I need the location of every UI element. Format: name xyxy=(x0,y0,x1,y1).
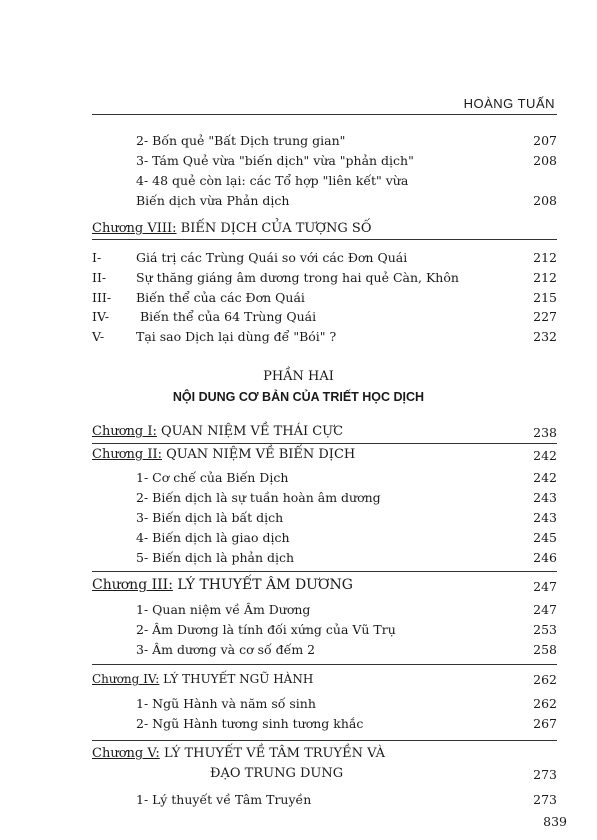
toc-entry: 4- Biến dịch là giao dịch xyxy=(136,530,290,545)
toc-page: 247 xyxy=(533,579,557,594)
toc-entry: 1- Ngũ Hành và năm số sinh xyxy=(136,696,316,711)
toc-page: 253 xyxy=(533,622,557,637)
toc-page: 267 xyxy=(533,716,557,731)
toc-page: 208 xyxy=(533,153,557,168)
toc-entry: 3- Âm dương và cơ số đếm 2 xyxy=(136,642,316,657)
toc-page: 208 xyxy=(533,193,557,208)
chapter-heading xyxy=(92,672,313,686)
toc-entry: Tại sao Dịch lại dùng để "Bói" ? xyxy=(136,329,337,344)
toc-entry: 3- Biến dịch là bất dịch xyxy=(136,510,284,525)
toc-entry: 5- Biến dịch là phản dịch xyxy=(136,550,295,565)
toc-entry: Giá trị các Trùng Quái so với các Đơn Quái xyxy=(136,250,408,265)
toc-page: 242 xyxy=(533,448,557,463)
toc-page: 245 xyxy=(533,530,557,545)
section-rule xyxy=(92,443,557,444)
toc-page: 246 xyxy=(533,550,557,565)
toc-entry: 2- Âm Dương là tính đối xứng của Vũ Trụ xyxy=(136,622,396,637)
toc-entry: 3- Tám Quẻ vừa "biến dịch" vừa "phản dịch" xyxy=(136,153,414,168)
section-rule xyxy=(92,239,557,240)
toc-entry: 2- Ngũ Hành tương sinh tương khắc xyxy=(136,716,364,731)
chapter-heading xyxy=(92,577,353,593)
toc-page: 227 xyxy=(533,309,557,324)
chapter-title: LÝ THUYẾT NGŨ HÀNH xyxy=(159,672,314,686)
page-number: 839 xyxy=(543,814,567,829)
toc-page: 243 xyxy=(533,490,557,505)
toc-page: 215 xyxy=(533,290,557,305)
toc-page: 262 xyxy=(533,672,557,687)
toc-entry: 1- Lý thuyết về Tâm Truyền xyxy=(136,792,312,807)
toc-page: 238 xyxy=(533,425,557,440)
part-label: PHẦN HAI xyxy=(263,369,334,384)
toc-entry: Biến thể của các Đơn Quái xyxy=(136,290,305,305)
toc-page: 212 xyxy=(533,270,557,285)
chapter-heading xyxy=(92,447,355,462)
toc-page: 262 xyxy=(533,696,557,711)
toc-page: 247 xyxy=(533,602,557,617)
chapter-prefix: Chương I: xyxy=(92,424,157,439)
chapter-prefix: Chương VIII: xyxy=(92,221,177,236)
toc-page: 207 xyxy=(533,133,557,148)
chapter-title: QUAN NIỆM VỀ THÁI CỰC xyxy=(156,424,344,439)
chapter-heading xyxy=(92,221,372,236)
toc-entry: Biến dịch vừa Phản dịch xyxy=(136,193,290,208)
toc-page: 258 xyxy=(533,642,557,657)
chapter-heading xyxy=(92,424,343,439)
section-rule xyxy=(92,740,557,741)
roman-number: V- xyxy=(92,329,105,344)
part-title: NỘI DUNG CƠ BẢN CỦA TRIẾT HỌC DỊCH xyxy=(172,390,425,404)
toc-entry: 4- 48 quẻ còn lại: các Tổ hợp "liên kết" vừa xyxy=(136,173,409,188)
section-rule xyxy=(92,664,557,665)
toc-entry: 1- Cơ chế của Biến Dịch xyxy=(136,470,289,485)
toc-entry: Sự thăng giáng âm dương trong hai quẻ Càn, Khôn xyxy=(136,270,459,285)
chapter-title-continued: ĐẠO TRUNG DUNG xyxy=(210,766,344,781)
chapter-heading xyxy=(92,746,385,761)
chapter-prefix: Chương IV: xyxy=(92,672,160,686)
toc-page: 242 xyxy=(533,470,557,485)
roman-number: IV- xyxy=(92,309,110,324)
section-rule xyxy=(92,571,557,572)
roman-number: III- xyxy=(92,290,112,305)
chapter-prefix: Chương V: xyxy=(92,746,160,761)
toc-page: 243 xyxy=(533,510,557,525)
chapter-prefix: Chương II: xyxy=(92,447,162,462)
roman-number: I- xyxy=(92,250,102,265)
chapter-title: LÝ THUYẾT VỀ TÂM TRUYỀN VÀ xyxy=(159,746,385,761)
toc-page: 273 xyxy=(533,767,557,782)
toc-entry: 2- Bốn quẻ "Bất Dịch trung gian" xyxy=(136,133,346,148)
running-header: HOÀNG TUẤN xyxy=(463,96,555,111)
toc-entry: Biến thể của 64 Trùng Quái xyxy=(140,309,317,324)
chapter-prefix: Chương III: xyxy=(92,577,173,593)
toc-page: 212 xyxy=(533,250,557,265)
toc-entry: 1- Quan niệm về Âm Dương xyxy=(136,602,311,617)
toc-page: 232 xyxy=(533,329,557,344)
chapter-title: LÝ THUYẾT ÂM DƯƠNG xyxy=(172,577,353,593)
chapter-title: QUAN NIỆM VỀ BIẾN DỊCH xyxy=(162,447,356,462)
toc-page: 273 xyxy=(533,792,557,807)
chapter-title: BIẾN DỊCH CỦA TƯỢNG SỐ xyxy=(176,221,372,236)
header-rule xyxy=(92,114,557,115)
roman-number: II- xyxy=(92,270,107,285)
toc-entry: 2- Biến dịch là sự tuần hoàn âm dương xyxy=(136,490,381,505)
